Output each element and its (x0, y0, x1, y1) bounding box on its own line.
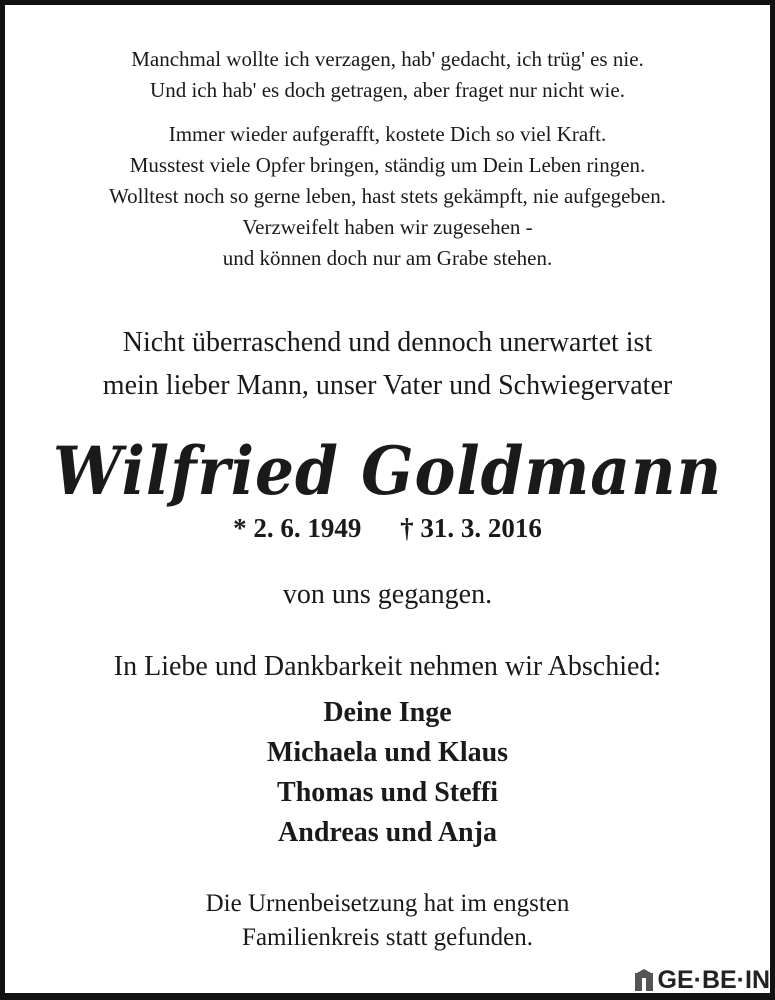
gebein-logo-icon (634, 969, 654, 991)
mourner-name: Andreas und Anja (278, 817, 497, 848)
poem-line: Manchmal wollte ich verzagen, hab' gedacht, ich trüg' es nie. (131, 47, 644, 71)
logo-text: GE·BE·IN (657, 965, 770, 994)
poem-stanza-2 (0, 119, 775, 274)
life-dates (0, 513, 775, 544)
deceased-name: Wilfried Goldmann (52, 432, 723, 510)
mourners-list (0, 693, 775, 853)
mourner-name: Deine Inge (323, 697, 452, 728)
birth-date: * 2. 6. 1949 (233, 513, 362, 543)
intro-line: mein lieber Mann, unser Vater und Schwiegervater (102, 370, 673, 401)
death-date: † 31. 3. 2016 (400, 513, 542, 543)
poem-line: Wolltest noch so gerne leben, hast stets gekämpft, nie aufgegeben. (109, 184, 666, 208)
poem-line: Verzweifelt haben wir zugesehen - (242, 215, 533, 239)
poem-line: Und ich hab' es doch getragen, aber fraget nur nicht wie. (150, 78, 625, 102)
gebein-logo (628, 967, 771, 993)
burial-line: Familienkreis statt gefunden. (242, 924, 533, 951)
burial-line: Die Urnenbeisetzung hat im engsten (205, 890, 570, 917)
poem-stanza-1 (0, 44, 775, 106)
poem-line: Immer wieder aufgerafft, kostete Dich so viel Kraft. (168, 122, 607, 146)
mourner-name: Michaela und Klaus (266, 737, 509, 768)
poem-line: und können doch nur am Grabe stehen. (222, 246, 553, 270)
poem-line: Musstest viele Opfer bringen, ständig um Dein Leben ringen. (129, 153, 646, 177)
burial-note (0, 887, 775, 955)
intro-line: Nicht überraschend und dennoch unerwartet ist (122, 327, 653, 358)
passed-text: von uns gegangen. (282, 579, 493, 610)
farewell-text: In Liebe und Dankbarkeit nehmen wir Abschied: (113, 651, 662, 682)
intro-text (0, 321, 775, 407)
mourner-name: Thomas und Steffi (277, 777, 498, 808)
